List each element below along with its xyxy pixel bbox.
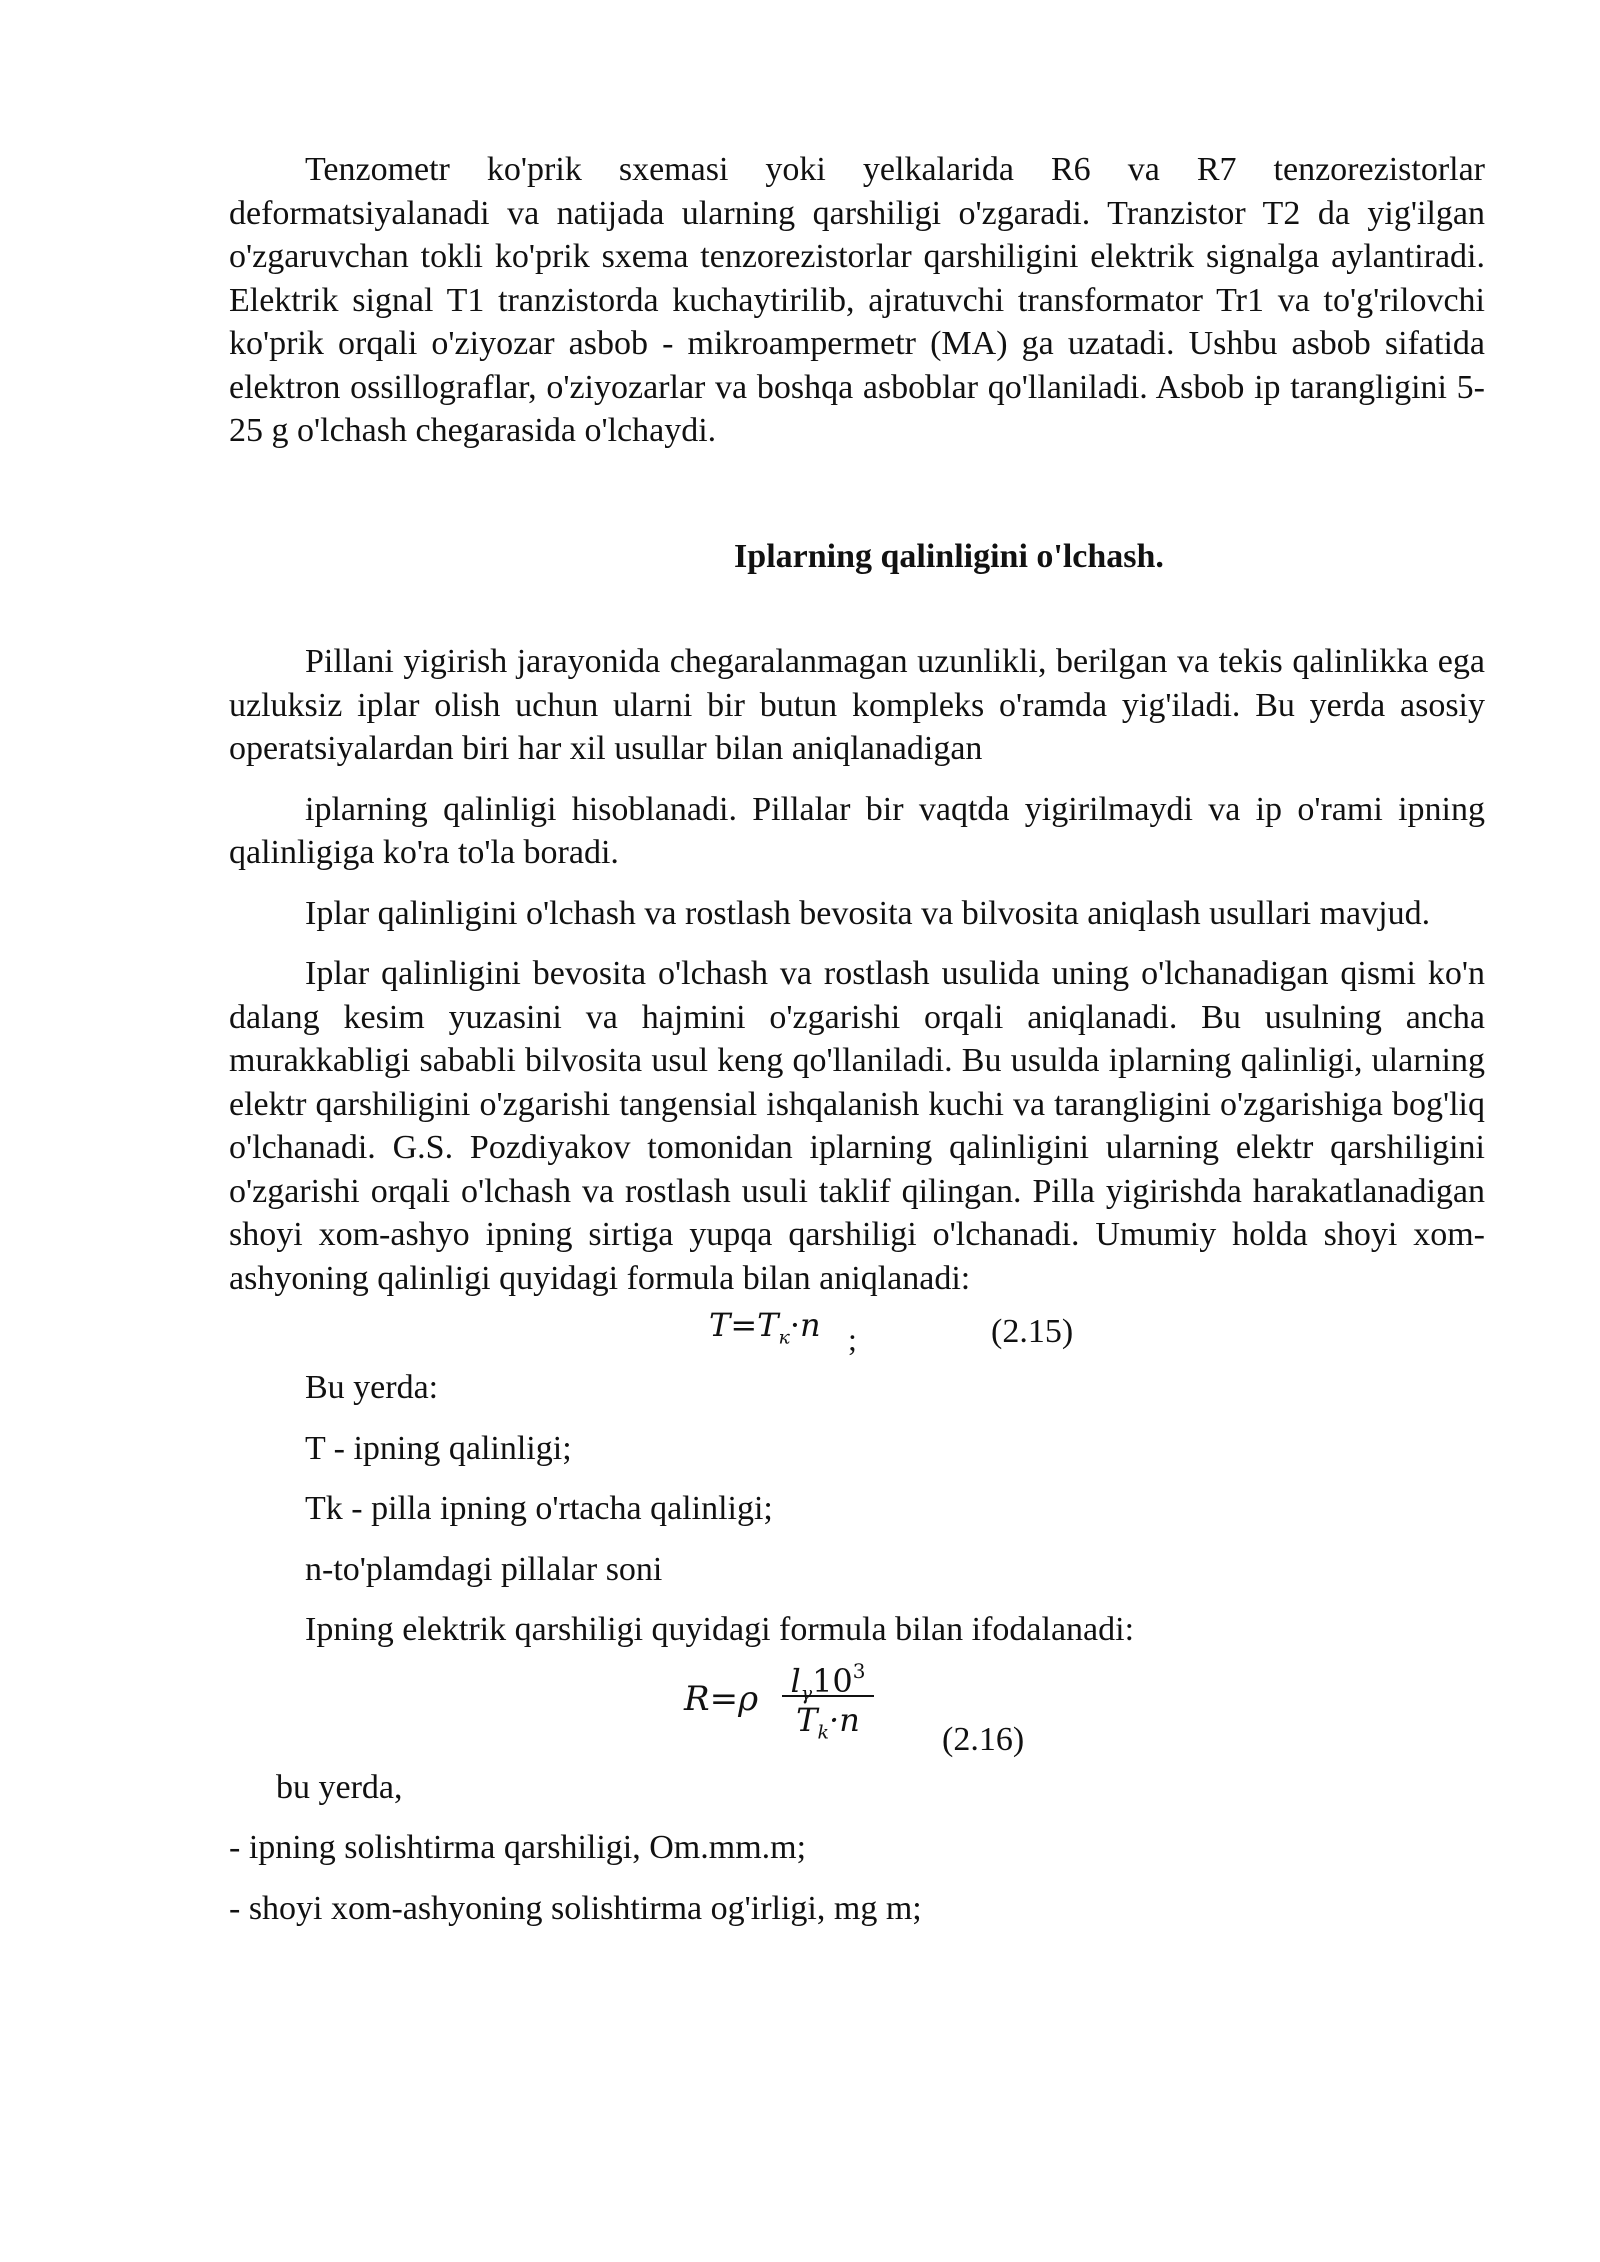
paragraph-pillani: Pillani yigirish jarayonida chegaralanmagan uzunlikli, berilgan va tekis qalinlikka ega uzluksiz iplar olish uchun ularni bir butun kompleks o'ramda yig'iladi. Bu yerda asosiy operatsiyalardan biri har xil usullar bilan aniqlanadigan [229, 643, 1485, 767]
formula-2-16-denominator: $T_k\cdot n$ [796, 1700, 860, 1743]
formula-intro-text: Ipning elektrik qarshiligi quyidagi formula bilan ifodalanadi: [305, 1611, 1135, 1648]
formula-2-15-semicolon: ; [848, 1321, 857, 1357]
paragraph-tenzometr: Tenzometr ko'prik sxemasi yoki yelkalarida R6 va R7 tenzorezistorlar deformatsiyalanadi va natijada ularning qarshiligi o'zgaradi. Tranzistor T2 da yig'ilgan o'zgaruvchan tokli ko'prik sxema tenzorezistorlar qarshiligini elektrik signalga aylantiradi. Elektrik signal T1 tranzistorda kuchaytirilib, ajratuvchi transformator Tr1 va to'g'rilovchi ko'prik orqali o'ziyozar asbob - mikroampermetr (MA) ga uzatadi. Ushbu asbob sifatida elektron ossillograflar, o'ziyozarlar va boshqa asboblar qo'llaniladi. Asbob ip tarangligini 5-25 g o'lchash chegarasida o'lchaydi. [229, 151, 1485, 449]
definition-tk: Tk - pilla ipning o'rtacha qalinligi; [305, 1490, 773, 1527]
formula-2-16-fraction [782, 1650, 874, 1741]
paragraph-bevosita: Iplar qalinligini bevosita o'lchash va rostlash usulida uning o'lchanadigan qismi ko'n dalang kesim yuzasini va hajmini o'zgarishi orqali aniqlanadi. Bu usulning ancha murakkabligi sababli bilvosita usul keng qo'llaniladi. Bu usulda iplarning qalinligi, ularning elektr qarshiligini o'zgarishi tangensial ishqalanish kuchi va tarangligini o'zgarishiga bog'liq o'lchanadi. G.S. Pozdiyakov tomonidan iplarning qalinligini ularning elektr qarshiligini o'zgarishi orqali o'lchash va rostlash usuli taklif qilingan. Pilla yigirishda harakatlanadigan shoyi xom-ashyo ipning sirtiga yupqa qarshiligi o'lchanadi. Umumiy holda shoyi xom-ashyoning qalinligi quyidagi formula bilan aniqlanadi: [229, 955, 1485, 1297]
formula-2-15-number: (2.15) [991, 1313, 1074, 1350]
bottom-resistivity: - ipning solishtirma qarshiligi, Om.mm.m; [229, 1829, 807, 1866]
definition-n: n-to'plamdagi pillalar soni [305, 1550, 663, 1588]
formula-2-16-numerator: $l_\gamma 10^3$ [790, 1658, 866, 1704]
bottom-specific-weight: - shoyi xom-ashyoning solishtirma og'irligi, mg m; [229, 1889, 922, 1927]
formula-2-15 [229, 1306, 1485, 1357]
formula-2-16-number: (2.16) [942, 1720, 1025, 1758]
formula-2-16-lhs: R=ρ [684, 1678, 759, 1719]
formula-2-16 [229, 1652, 1485, 1760]
section-heading: Iplarning qalinligini o'lchash. [734, 537, 1164, 575]
definition-t: T - ipning qalinligi; [305, 1429, 572, 1467]
definitions-intro: Bu yerda: [305, 1369, 439, 1406]
document-page [229, 148, 1485, 1930]
paragraph-iplarning: iplarning qalinligi hisoblanadi. Pillalar bir vaqtda yigirilmaydi va ip o'rami ipning qalinligiga ko'ra to'la boradi. [229, 790, 1485, 871]
formula-2-15-expression: $T=T_к\cdot n$ [709, 1306, 821, 1349]
paragraph-iplar-qalinligi: Iplar qalinligini o'lchash va rostlash bevosita va bilvosita aniqlash usullari mavjud. [305, 894, 1431, 932]
bottom-bu-yerda: bu yerda, [276, 1768, 403, 1806]
